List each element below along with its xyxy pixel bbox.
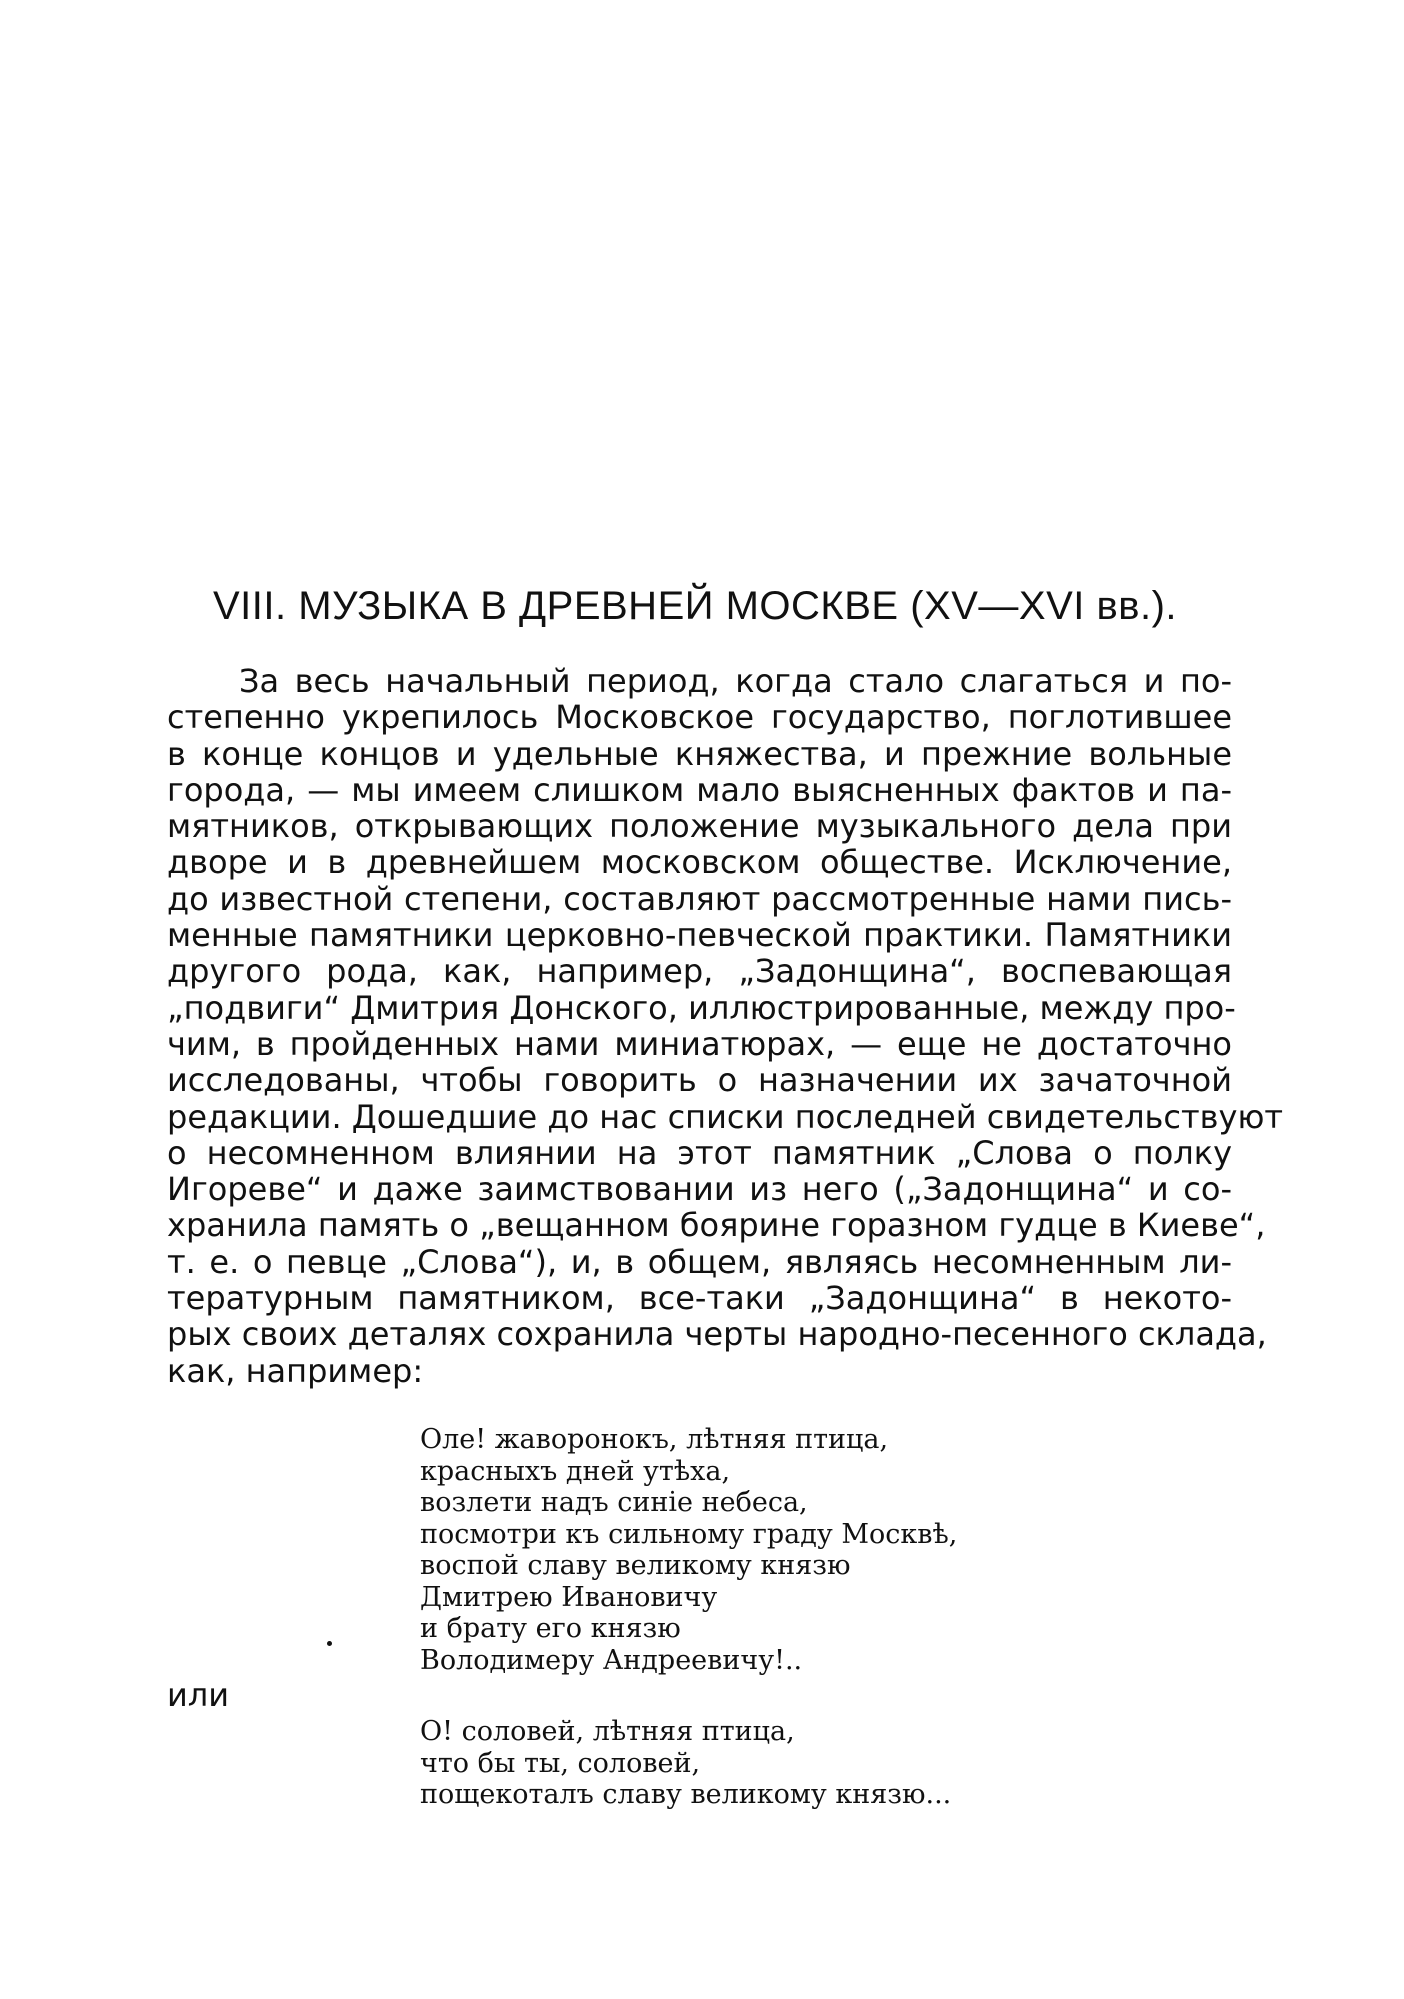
paragraph-line: хранила память о „вещанном боярине горазном гудце в Киеве“,: [167, 1206, 1266, 1245]
paragraph-line: За весь начальный период, когда стало слагаться и по-: [239, 662, 1232, 700]
paragraph-line: до известной степени, составляют рассмотренные нами пись-: [167, 879, 1232, 918]
paragraph-line: менные памятники церковно-певческой практики. Памятники: [167, 916, 1232, 955]
paragraph-line: рых своих деталях сохранила черты народно-песенного склада,: [167, 1315, 1267, 1354]
paragraph-line: исследованы, чтобы говорить о назначении их зачаточной: [167, 1061, 1232, 1100]
verse-line: воспой славу великому князю: [420, 1550, 851, 1581]
paragraph-line: редакции. Дошедшие до нас списки последней свидетельствуют: [167, 1097, 1284, 1136]
verse-line: пощекоталъ славу великому князю...: [420, 1779, 952, 1810]
paragraph-line: „подвиги“ Дмитрия Донского, иллюстрированные, между про-: [167, 988, 1236, 1027]
verse-line: Оле! жаворонокъ, лѣтняя птица,: [420, 1424, 889, 1455]
paragraph-line: мятников, открывающих положение музыкального дела при: [167, 807, 1232, 846]
connector-word: или: [167, 1676, 230, 1714]
paragraph-line: другого рода, как, например, „Задонщина“, воспевающая: [167, 952, 1232, 991]
paragraph-line: дворе и в древнейшем московском обществе. Исключение,: [167, 843, 1232, 882]
paragraph-line: т. е. о певце „Слова“), и, в общем, являясь несомненным ли-: [167, 1242, 1232, 1281]
paragraph-line: как, например:: [167, 1351, 424, 1390]
paragraph-line: чим, в пройденных нами миниатюрах, — еще не достаточно: [167, 1024, 1232, 1063]
body-paragraph: [167, 662, 1284, 1390]
paragraph-line: о несомненном влиянии на этот памятник „Слова о полку: [167, 1133, 1232, 1172]
paragraph-line: в конце концов и удельные княжества, и прежние вольные: [167, 734, 1232, 773]
paragraph-line: города, — мы имеем слишком мало выясненных фактов и па-: [167, 770, 1232, 809]
verse-line: возлети надъ синіе небеса,: [420, 1487, 808, 1518]
verse-line: что бы ты, соловей,: [420, 1747, 701, 1779]
stray-dot-mark: [327, 1641, 332, 1646]
verse-line: Володимеру Андреевичу!..: [420, 1644, 803, 1676]
verse-line: Дмитрею Ивановичу: [420, 1581, 718, 1613]
verse-quote-lark: [420, 1424, 957, 1676]
verse-line: и брату его князю: [420, 1613, 681, 1644]
verse-line: красныхъ дней утѣха,: [420, 1455, 731, 1487]
chapter-title: VIII. МУЗЫКА В ДРЕВНЕЙ МОСКВЕ (XV—XVI вв.).: [213, 584, 1178, 628]
paragraph-line: тературным памятником, все-таки „Задонщина“ в некото-: [167, 1279, 1232, 1318]
verse-quote-nightingale: [420, 1716, 951, 1811]
verse-line: посмотри къ сильному граду Москвѣ,: [420, 1518, 958, 1550]
paragraph-line: Игореве“ и даже заимствовании из него („Задонщина“ и со-: [167, 1170, 1232, 1209]
verse-line: О! соловей, лѣтняя птица,: [420, 1716, 795, 1747]
paragraph-line: степенно укрепилось Московское государство, поглотившее: [167, 698, 1232, 737]
